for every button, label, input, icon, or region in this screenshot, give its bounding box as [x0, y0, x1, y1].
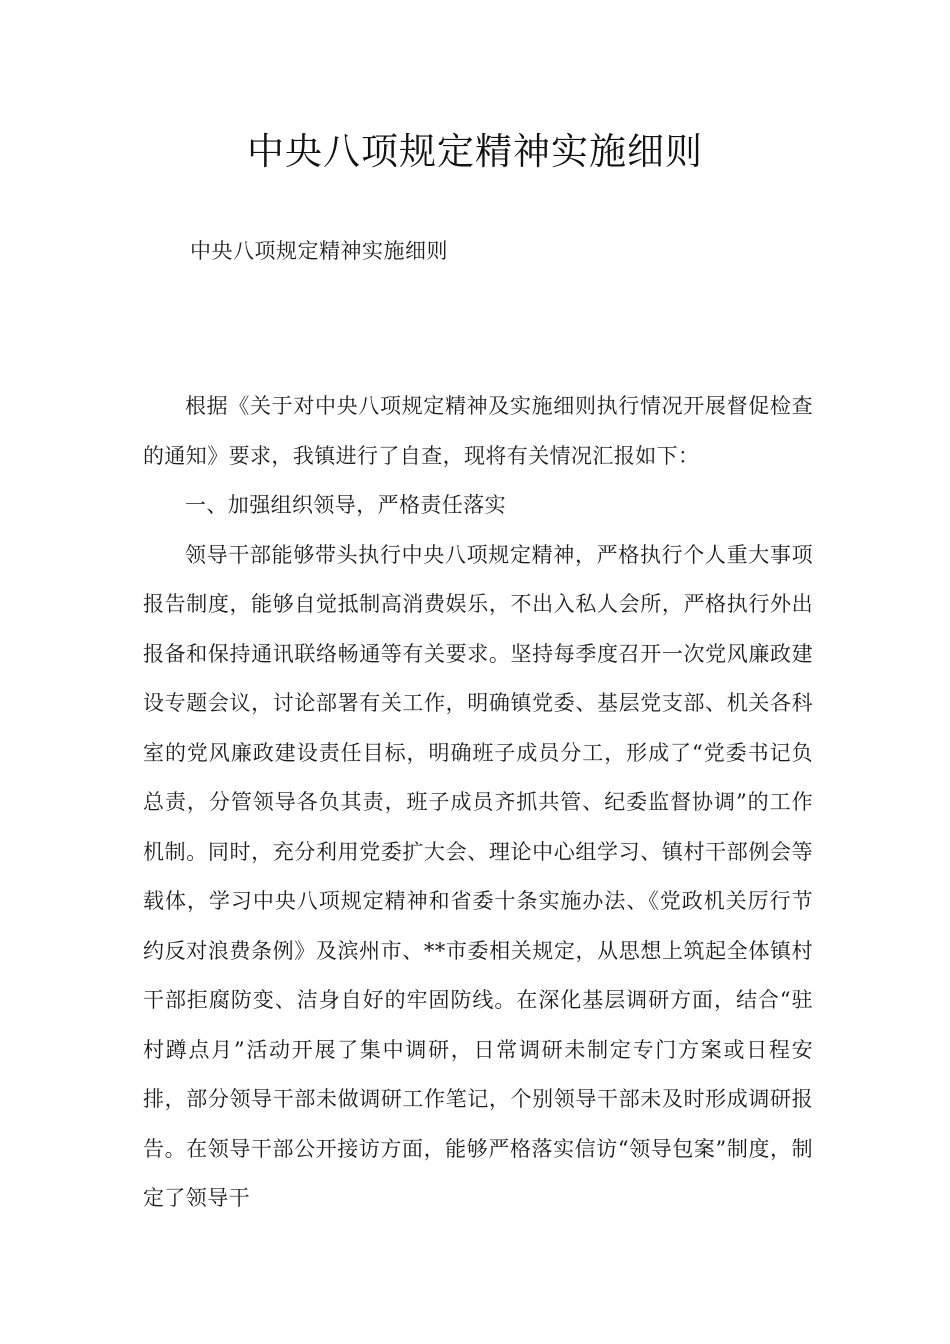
document-subtitle: 中央八项规定精神实施细则	[190, 239, 448, 263]
document-body	[143, 382, 813, 1224]
paragraph-body: 领导干部能够带头执行中央八项规定精神，严格执行个人重大事项报告制度，能够自觉抵制高消费娱乐，不出入私人会所，严格执行外出报备和保持通讯联络畅通等有关要求。坚持每季度召开一次党风廉政建设专题会议，讨论部署有关工作，明确镇党委、基层党支部、机关各科室的党风廉政建设责任目标，明确班子成员分工，形成了“党委书记负总责，分管领导各负其责，班子成员齐抓共管、纪委监督协调”的工作机制。同时，充分利用党委扩大会、理论中心组学习、镇村干部例会等载体，学习中央八项规定精神和省委十条实施办法、《党政机关厉行节约反对浪费条例》及滨州市、**市委相关规定，从思想上筑起全体镇村干部拒腐防变、洁身自好的牢固防线。在深化基层调研方面，结合“驻村蹲点月”活动开展了集中调研，日常调研未制定专门方案或日程安排，部分领导干部未做调研工作笔记，个别领导干部未及时形成调研报告。在领导干部公开接访方面，能够严格落实信访“领导包案”制度，制定了领导干	[143, 542, 813, 1210]
document-title: 中央八项规定精神实施细则	[247, 130, 703, 173]
paragraph-intro: 根据《关于对中央八项规定精神及实施细则执行情况开展督促检查的通知》要求，我镇进行了自查，现将有关情况汇报如下：	[143, 394, 813, 468]
section-heading: 一、加强组织领导，严格责任落实	[185, 493, 506, 517]
